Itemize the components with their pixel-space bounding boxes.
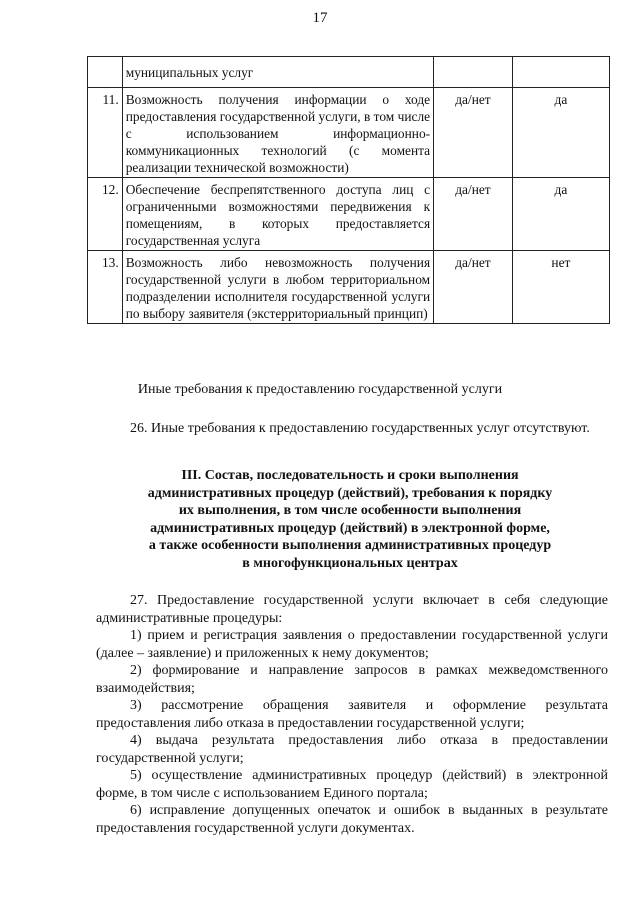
subsection-caption: Иные требования к предоставлению государственной услуги (137, 382, 503, 397)
section-heading-line: в многофункциональных центрах (242, 555, 458, 571)
table-row (88, 88, 610, 178)
row-unit-cell: да/нет (434, 88, 513, 178)
table-row (88, 57, 610, 88)
list-item: 3) рассмотрение обращения заявителя и оформление результата предоставления либо отказа в предоставлении государственной услуги; (96, 698, 608, 731)
row-text-cell: Возможность получения информации о ходе предоставления государственной услуги, в том числе с использованием информационно-коммуникационных технологий (с момента реализации технической возможности) (122, 88, 433, 178)
row-value-cell (512, 57, 609, 88)
table-row (88, 251, 610, 324)
page-number: 17 (312, 10, 328, 26)
row-unit-cell: да/нет (434, 251, 513, 324)
list-item: 6) исправление допущенных опечаток и ошибок в выданных в результате предоставления государственной услуги документах. (96, 803, 608, 836)
table-row (88, 178, 610, 251)
paragraph-27 (96, 592, 608, 837)
row-number-cell: 13. (88, 251, 123, 324)
row-value-cell: нет (512, 251, 609, 324)
row-value-cell: да (512, 88, 609, 178)
indicators-table (87, 56, 610, 324)
row-text-cell: Возможность либо невозможность получения государственной услуги в любом территориальном подразделении исполнителя государственной услуги по выбору заявителя (экстерриториальный принцип) (122, 251, 433, 324)
section-heading-line: III. Состав, последовательность и сроки выполнения (181, 468, 519, 483)
list-item: 4) выдача результата предоставления либо отказа в предоставлении государственной услуги; (96, 733, 608, 766)
row-text-cell: муниципальных услуг (122, 57, 433, 88)
paragraph-27-intro: 27. Предоставление государственной услуги включает в себя следующие административные процедуры: (96, 593, 608, 626)
section-heading-line: их выполнения, в том числе особенности выполнения (178, 503, 522, 518)
row-unit-cell (434, 57, 513, 88)
row-number-cell: 12. (88, 178, 123, 251)
row-value-cell: да (512, 178, 609, 251)
section-heading (110, 467, 590, 572)
list-item: 2) формирование и направление запросов в рамках межведомственного взаимодействия; (96, 663, 608, 696)
section-heading-line: а также особенности выполнения административных процедур (148, 538, 552, 553)
section-heading-line: административных процедур (действий), требования к порядку (147, 485, 553, 501)
row-number-cell (88, 57, 123, 88)
list-item: 1) прием и регистрация заявления о предоставлении государственной услуги (далее – заявление) и приложенных к нему документов; (96, 628, 608, 661)
list-item: 5) осуществление административных процедур (действий) в электронной форме, в том числе с использованием Единого портала; (96, 768, 608, 801)
row-unit-cell: да/нет (434, 178, 513, 251)
section-heading-line: административных процедур (действий) в электронной форме, (150, 520, 550, 536)
row-number-cell: 11. (88, 88, 123, 178)
paragraph-26: 26. Иные требования к предоставлению государственных услуг отсутствуют. (130, 421, 590, 436)
row-text-cell: Обеспечение беспрепятственного доступа лиц с ограниченными возможностями передвижения к помещениям, в которых предоставляется государственная услуга (122, 178, 433, 251)
